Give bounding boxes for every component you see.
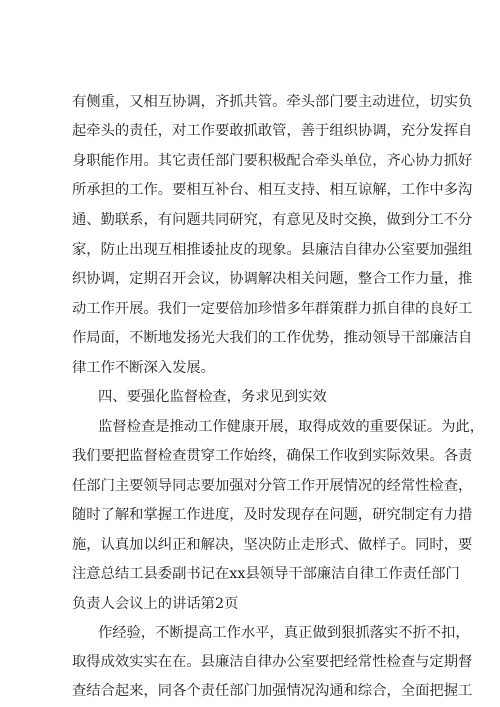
body-line: 起牵头的责任，对工作要敢抓敢管，善于组织协调，充分发挥自 bbox=[72, 123, 473, 139]
body-line: 查结合起来，同各个责任部门加强情况沟通和综合，全面把握工 bbox=[72, 683, 473, 699]
body-line: 织协调，定期召开会议，协调解决相关问题，整合工作力量，推 bbox=[72, 271, 473, 287]
section-heading: 四、要强化监督检查，务求见到实效 bbox=[98, 389, 327, 405]
body-line: 取得成效实实在在。县廉洁自律办公室要把经常性检查与定期督 bbox=[72, 654, 473, 670]
body-line: 有侧重，又相互协调，齐抓共管。牵头部门要主动进位，切实负 bbox=[72, 94, 473, 110]
body-line: 任部门主要领导同志要加强对分管工作开展情况的经常性检查， bbox=[72, 478, 473, 494]
body-line: 家，防止出现互相推诿扯皮的现象。县廉洁自律办公室要加强组 bbox=[72, 242, 473, 258]
body-line: 动工作开展。我们一定要倍加珍惜多年群策群力抓自律的良好工 bbox=[72, 301, 473, 317]
body-line: 监督检查是推动工作健康开展，取得成效的重要保证。为此， bbox=[98, 419, 485, 435]
body-line: 作局面，不断地发扬光大我们的工作优势，推动领导干部廉洁自 bbox=[72, 330, 473, 346]
body-line: 律工作不断深入发展。 bbox=[72, 360, 215, 376]
body-line: 负责人会议上的讲话第2页 bbox=[72, 596, 239, 612]
body-line: 施，认真加以纠正和解决，坚决防止走形式、做样子。同时，要 bbox=[72, 537, 473, 553]
body-line: 注意总结工县委副书记在xx县领导干部廉洁自律工作责任部门 bbox=[72, 566, 460, 582]
body-line: 所承担的工作。要相互补台、相互支持、相互谅解，工作中多沟 bbox=[72, 182, 473, 198]
body-line: 我们要把监督检查贯穿工作始终，确保工作收到实际效果。各责 bbox=[72, 448, 473, 464]
body-line: 作经验，不断提高工作水平，真正做到狠抓落实不折不扣， bbox=[98, 625, 470, 641]
body-line: 身职能作用。其它责任部门要积极配合牵头单位，齐心协力抓好 bbox=[72, 153, 473, 169]
body-line: 随时了解和掌握工作进度，及时发现存在问题，研究制定有力措 bbox=[72, 507, 473, 523]
body-line: 通、勤联系，有问题共同研究，有意见及时交换，做到分工不分 bbox=[72, 212, 473, 228]
